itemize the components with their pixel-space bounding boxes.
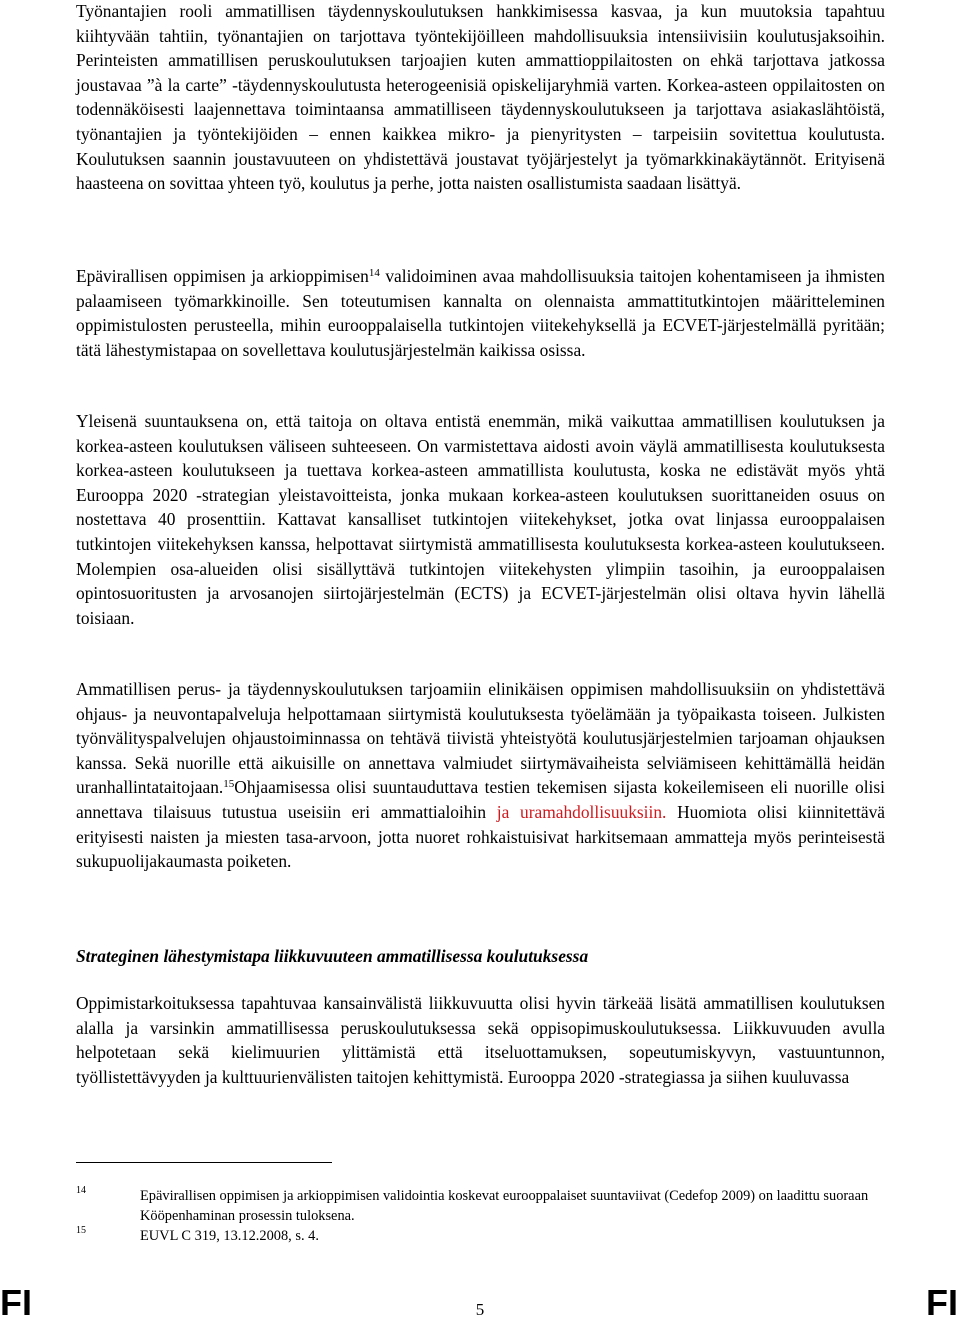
paragraph-mobility: Oppimistarkoituksessa tapahtuvaa kansainvälistä liikkuvuutta olisi hyvin tärkeää lisätä ammatillisen koulutuksen alalla ja varsinkin ammatillisessa peruskoulutuksessa sekä oppisopimuskoulutuksessa. Liikkuvuuden avulla helpotetaan sekä kielimuurien ylittämistä että itseluottamuksen, sopeutumiskyvyn, vastuuntunnon, työllistettävyyden ja kulttuurienvälisten taitojen kehittymistä. Eurooppa 2020 -strategiassa ja siihen kuuluvassa — [76, 993, 885, 1087]
paragraph-validation-text-a: Epävirallisen oppimisen ja arkioppimisen — [76, 266, 369, 286]
footer-language-left: FI — [0, 1282, 32, 1323]
footnote-text: EUVL C 319, 13.12.2008, s. 4. — [140, 1228, 319, 1244]
footnote-15 — [76, 1226, 885, 1246]
paragraph-employers-role: Työnantajien rooli ammatillisen täydennyskoulutuksen hankkimisessa kasvaa, ja kun muutoksia tapahtuu kiihtyvään tahtiin, työnantajien on tarjottava työntekijöilleen mahdollisuuksia intensiivisiin koulutusjaksoihin. Perinteisten ammatillisen peruskoulutuksen tarjoajien kuten ammattioppilaitosten on ehkä tarjottava jatkossa joustavaa ”à la carte” -täydennyskoulutusta heterogeenisiä opiskelijaryhmiä varten. Korkea-asteen oppilaitosten on todennäköisesti laajennettava toimintaansa ammatilliseen täydennyskoulutukseen ja tarjottava asiakaslähtöistä, työnantajien ja työntekijöiden – ennen kaikkea mikro- ja pienyritysten – tarpeisiin sovitettua koulutusta. Koulutuksen saannin joustavuuteen on yhdistettävä joustavat työjärjestelyt ja työmarkkinakäytännöt. Erityisenä haasteena on sovittaa yhteen työ, koulutus ja perhe, jotta naisten osallistumista saadaan lisättyä. — [76, 1, 885, 194]
paragraph-higher-education: Yleisenä suuntauksena on, että taitoja on oltava entistä enemmän, mikä vaikuttaa ammatillisen koulutuksen ja korkea-asteen koulutuksen väliseen suhteeseen. On varmistettava aidosti avoin väylä ammatillisesta koulutuksesta korkea-asteen koulutukseen ja tuettava korkea-asteen ammatillista koulutusta, koska ne edistävät myös yhtä Eurooppa 2020 -strategian yleistavoitteista, jonka mukaan korkea-asteen koulutuksen suorittaneiden osuus on nostettava 40 prosenttiin. Kattavat kansalliset tutkintojen viitekehykset, jotka ovat linjassa eurooppalaisen tutkintojen viitekehyksen kanssa, helpottavat siirtymistä ammatillisesta koulutuksesta korkea-asteen koulutukseen. Molempien osa-alueiden olisi sisällyttävä tutkintojen viitekehysten ylimpiin tasoihin, ja eurooppalaisen opintosuoritusten ja arvosanojen siirtojärjestelmän (ECTS) ja ECVET-järjestelmän olisi oltava hyvin lähellä toisiaan. — [76, 411, 885, 628]
footnote-ref-14[interactable]: 14 — [368, 267, 380, 279]
footer-language-right: FI — [926, 1282, 958, 1323]
paragraph-validation-text-b: validoiminen avaa mahdollisuuksia taitojen kohentamiseen ja ihmisten palaamiseen työmarkkinoille. Sen toteutumisen kannalta on olennaista ammattitutkintojen määritteleminen oppimistulosten perusteella, mihin eurooppalaisella tutkintojen viitekehyksellä ja ECVET-järjestelmällä pyritään; tätä lähestymistapaa on sovellettava koulutusjärjestelmän kaikissa osissa. — [76, 266, 885, 360]
paragraph-guidance-text-a: Ammatillisen perus- ja täydennyskoulutuksen tarjoamiin elinikäisen oppimisen mahdollisuuksiin on yhdistettävä ohjaus- ja neuvontapalveluja helpottamaan siirtymistä koulutuksesta työelämään ja työpaikasta toiseen. Julkisten työnvälityspalvelujen ohjaustoiminnassa on tehtävä tiivistä yhteistyötä koulutusjärjestelmien tarjoaman ohjauksen kanssa. Sekä nuorille että aikuisille on annettava valmiudet siirtymävaiheista selviämiseen kehittämällä heidän uranhallintataitojaan. — [76, 679, 885, 798]
paragraph-guidance — [76, 677, 885, 874]
footnote-number: 14 — [76, 1185, 86, 1196]
footnote-14 — [76, 1186, 885, 1226]
footnote-ref-15[interactable]: 15 — [223, 778, 235, 791]
paragraph-guidance-text-b: Ohjaamisessa olisi suuntauduttava testien tekemisen sijasta kokeilemiseen eli nuorille olisi annettava tilaisuus tutustua useisiin eri ammattialoihin — [76, 777, 885, 822]
highlighted-revision-text: ja uramahdollisuuksiin. — [496, 801, 667, 822]
paragraph-validation — [76, 264, 885, 362]
section-heading: Strateginen lähestymistapa liikkuvuuteen ammatillisessa koulutuksessa — [76, 946, 589, 966]
footnote-separator — [76, 1162, 332, 1163]
page-number: 5 — [475, 1300, 485, 1319]
footnote-text: Epävirallisen oppimisen ja arkioppimisen validointia koskevat eurooppalaiset suuntaviivat (Cedefop 2009) on laadittu suoraan Kööpenhaminan prosessin tuloksena. — [140, 1188, 869, 1224]
paragraph-guidance-text-c: Huomiota olisi kiinnitettävä erityisesti naisten ja miesten tasa-arvoon, jotta nuoret rohkaistuisivat harkitsemaan ammatteja myös perinteisestä sukupuolijakaumasta poiketen. — [76, 801, 885, 872]
footnote-number: 15 — [76, 1225, 86, 1236]
